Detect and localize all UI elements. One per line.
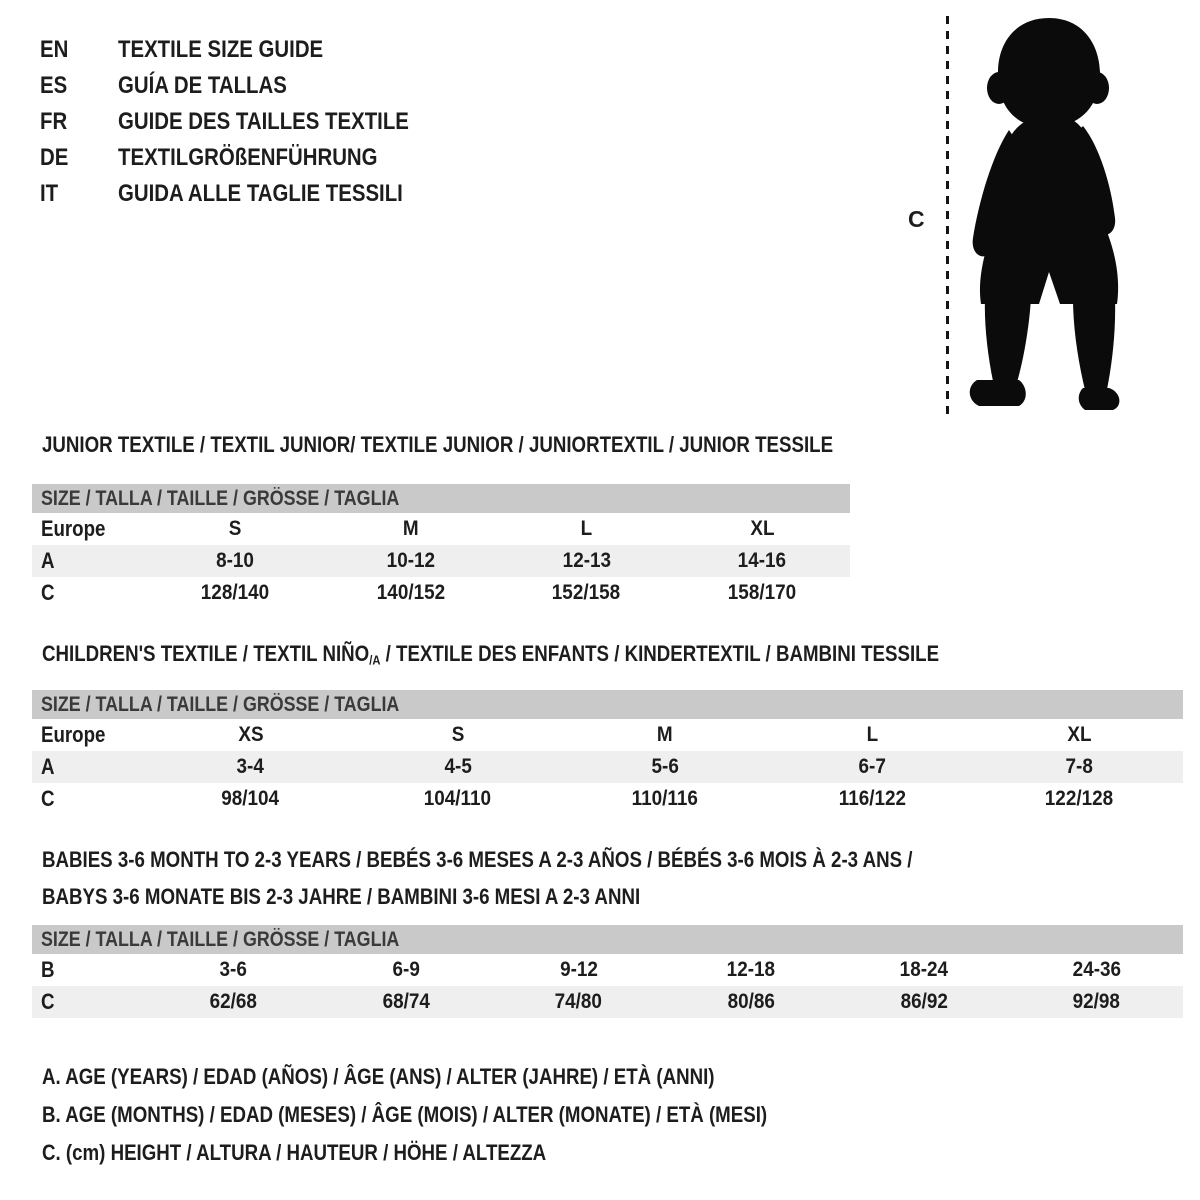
junior-section-title (42, 431, 973, 458)
size-cell (769, 783, 976, 815)
size-cell (665, 986, 838, 1018)
children-title-sub: /A (369, 652, 381, 668)
toddler-silhouette-image (963, 14, 1135, 418)
size-header-row (32, 484, 850, 513)
lang-row-es (40, 68, 460, 104)
size-cell-text: 14-16 (737, 549, 787, 572)
size-cell (976, 751, 1183, 783)
size-cell (492, 986, 665, 1018)
measurement-legend (42, 1058, 895, 1172)
lang-label: GUÍA DE TALLAS (118, 72, 287, 99)
size-cell-text: 140/152 (376, 581, 445, 604)
babies-title-line1: BABIES 3-6 MONTH TO 2-3 YEARS / BEBÉS 3-6 MESES A 2-3 AÑOS / BÉBÉS 3-6 MOIS À 2-3 ANS / (42, 847, 913, 872)
lang-row-it (40, 176, 460, 212)
table-row (32, 783, 1183, 815)
size-cell (561, 783, 768, 815)
size-cell (976, 783, 1183, 815)
size-cell-text: 8-10 (215, 549, 254, 572)
row-label (32, 577, 147, 609)
lang-row-en (40, 32, 460, 68)
row-label-text: A (41, 548, 55, 573)
lang-row-de (40, 140, 460, 176)
lang-row-fr (40, 104, 460, 140)
size-cell (354, 783, 561, 815)
size-cell-text: 6-9 (392, 958, 420, 981)
row-label (32, 986, 147, 1018)
size-cell-text: 10-12 (386, 549, 435, 572)
children-title-text (42, 640, 939, 674)
table-row (32, 719, 1183, 751)
row-label (32, 719, 147, 751)
size-header-cell (32, 690, 1183, 719)
size-cell (147, 954, 320, 986)
legend-line-a (42, 1058, 895, 1096)
row-label (32, 954, 147, 986)
children-section-title (42, 640, 1097, 674)
row-label-text: C (41, 989, 55, 1014)
size-cell (323, 545, 499, 577)
lang-label: TEXTILE SIZE GUIDE (118, 36, 324, 63)
size-cell-text: M (657, 723, 673, 746)
table-row (32, 986, 1183, 1018)
lang-label: GUIDE DES TAILLES TEXTILE (118, 108, 409, 135)
size-cell (499, 577, 675, 609)
legend-line-c (42, 1134, 895, 1172)
size-cell-text: XL (750, 517, 775, 540)
size-cell (838, 986, 1011, 1018)
size-cell-text: 98/104 (221, 787, 280, 810)
size-cell (354, 719, 561, 751)
size-cell-text: 62/68 (209, 990, 257, 1013)
size-cell (320, 954, 493, 986)
size-header-text: SIZE / TALLA / TAILLE / GRÖSSE / TAGLIA (41, 692, 400, 716)
row-label-text: Europe (41, 516, 106, 541)
size-cell (147, 783, 354, 815)
size-cell (674, 577, 850, 609)
size-cell (323, 513, 499, 545)
size-cell-text: 158/170 (727, 581, 797, 604)
size-cell-text: XL (1067, 723, 1092, 746)
size-cell-text: 6-7 (858, 755, 886, 778)
row-label-text: B (41, 957, 55, 982)
size-cell (323, 577, 499, 609)
babies-title-line2: BABYS 3-6 MONATE BIS 2-3 JAHRE / BAMBINI 3-6 MESI A 2-3 ANNI (42, 884, 641, 909)
row-label-text: C (41, 580, 55, 605)
size-cell-text: 12-13 (562, 549, 611, 572)
size-cell (499, 513, 675, 545)
language-header (40, 32, 460, 212)
size-cell-text: 92/98 (1072, 990, 1121, 1013)
height-measure-dashed-line (946, 16, 949, 418)
table-row (32, 513, 850, 545)
row-label-text: A (41, 754, 55, 779)
lang-code: DE (40, 144, 69, 171)
size-cell (769, 719, 976, 751)
size-cell (492, 954, 665, 986)
table-row (32, 577, 850, 609)
lang-code: EN (40, 36, 69, 63)
row-label (32, 783, 147, 815)
size-cell-text: 68/74 (382, 990, 430, 1013)
size-cell-text: 7-8 (1065, 755, 1094, 778)
size-header-text: SIZE / TALLA / TAILLE / GRÖSSE / TAGLIA (41, 486, 400, 510)
size-cell (147, 577, 323, 609)
size-cell-text: 152/158 (552, 581, 621, 604)
row-label (32, 545, 147, 577)
size-cell-text: 74/80 (554, 990, 603, 1013)
junior-title-text: JUNIOR TEXTILE / TEXTIL JUNIOR/ TEXTILE JUNIOR / JUNIORTEXTIL / JUNIOR TESSILE (42, 432, 834, 457)
lang-code: IT (40, 180, 59, 207)
row-label-text: C (41, 786, 55, 811)
size-cell (674, 545, 850, 577)
legend-line-c-text: C. (cm) HEIGHT / ALTURA / HAUTEUR / HÖHE / ALTEZZA (42, 1140, 547, 1165)
row-label-text: Europe (41, 722, 106, 747)
legend-line-b (42, 1096, 895, 1134)
size-cell (147, 751, 354, 783)
size-cell-text: L (866, 723, 878, 746)
row-label (32, 513, 147, 545)
size-cell (561, 719, 768, 751)
size-cell-text: 86/92 (900, 990, 948, 1013)
size-cell (1010, 986, 1183, 1018)
size-cell (976, 719, 1183, 751)
size-cell (674, 513, 850, 545)
babies-section-title (42, 841, 1066, 915)
height-measure-label: C (908, 206, 925, 232)
children-title-post: / TEXTILE DES ENFANTS / KINDERTEXTIL / BAMBINI TESSILE (380, 641, 940, 666)
size-cell-text: 122/128 (1045, 787, 1114, 810)
size-header-row (32, 690, 1183, 719)
lang-label: GUIDA ALLE TAGLIE TESSILI (118, 180, 403, 207)
size-cell (769, 751, 976, 783)
size-cell-text: S (451, 723, 465, 746)
row-label (32, 751, 147, 783)
size-cell-text: 18-24 (899, 958, 949, 981)
children-size-table (32, 690, 1183, 815)
size-cell (838, 954, 1011, 986)
size-cell (147, 545, 323, 577)
size-cell (147, 986, 320, 1018)
table-row (32, 751, 1183, 783)
size-header-cell (32, 925, 1183, 954)
table-row (32, 954, 1183, 986)
size-cell-text: S (228, 517, 242, 540)
size-cell-text: 128/140 (200, 581, 270, 604)
size-header-row (32, 925, 1183, 954)
size-cell-text: 12-18 (727, 958, 776, 981)
size-cell-text: M (402, 517, 419, 540)
size-cell (499, 545, 675, 577)
size-cell-text: 3-4 (236, 755, 265, 778)
lang-code: FR (40, 108, 68, 135)
size-cell-text: 80/86 (727, 990, 775, 1013)
size-header-text: SIZE / TALLA / TAILLE / GRÖSSE / TAGLIA (41, 927, 400, 951)
size-cell (1010, 954, 1183, 986)
legend-line-b-text: B. AGE (MONTHS) / EDAD (MESES) / ÂGE (MOIS) / ALTER (MONATE) / ETÀ (MESI) (42, 1102, 768, 1127)
size-cell (561, 751, 768, 783)
size-cell-text: 24-36 (1072, 958, 1121, 981)
size-cell-text: 116/122 (838, 787, 906, 810)
size-cell (147, 719, 354, 751)
size-cell (665, 954, 838, 986)
size-cell (354, 751, 561, 783)
size-cell-text: 4-5 (444, 755, 472, 778)
size-cell-text: XS (237, 723, 264, 746)
legend-line-a-text: A. AGE (YEARS) / EDAD (AÑOS) / ÂGE (ANS) / ALTER (JAHRE) / ETÀ (ANNI) (42, 1064, 715, 1089)
children-title-pre: CHILDREN'S TEXTILE / TEXTIL NIÑO (42, 641, 370, 666)
size-cell-text: 3-6 (219, 958, 247, 981)
table-row (32, 545, 850, 577)
size-cell-text: 9-12 (559, 958, 598, 981)
junior-size-table (32, 484, 850, 609)
size-header-cell (32, 484, 850, 513)
lang-label: TEXTILGRÖßENFÜHRUNG (118, 144, 378, 171)
size-cell-text: 5-6 (651, 755, 679, 778)
babies-size-table (32, 925, 1183, 1018)
size-cell-text: L (580, 517, 593, 540)
size-cell-text: 110/116 (631, 787, 699, 810)
size-cell-text: 104/110 (424, 787, 492, 810)
size-cell (147, 513, 323, 545)
size-cell (320, 986, 493, 1018)
lang-code: ES (40, 72, 68, 99)
